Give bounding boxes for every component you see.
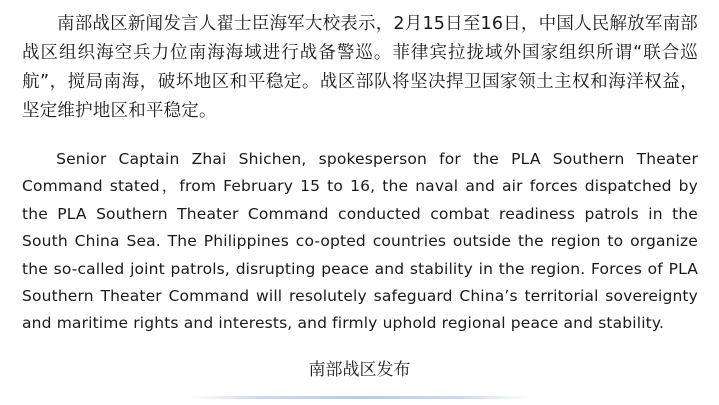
chinese-paragraph: 南部战区新闻发言人翟士臣海军大校表示，2月15日至16日，中国人民解放军南部战区组织海空兵力位南海海域进行战备警巡。菲律宾拉拢域外国家组织所谓“联合巡航”，搅局南海，破坏地区和平稳定。战区部队将坚决捍卫国家领土主权和海洋权益，坚定维护地区和平稳定。 (22, 14, 698, 121)
footer-divider (190, 396, 530, 399)
english-paragraph: Senior Captain Zhai Shichen, spokesperson for the PLA Southern Theater Command stated，from February 15 to 16, the naval and air forces dispatched by the PLA Southern Theater Command conducted combat readiness patrols in the South China Sea. The Philippines co-opted countries outside the region to organize the so-called joint patrols, disrupting peace and stability in the region. Forces of PLA Southern Theater Command will resolutely safeguard China’s territorial sovereignty and maritime rights and interests, and firmly uphold regional peace and stability. (22, 150, 698, 333)
article-body (22, 0, 698, 338)
source-label: 南部战区发布 (308, 360, 411, 380)
